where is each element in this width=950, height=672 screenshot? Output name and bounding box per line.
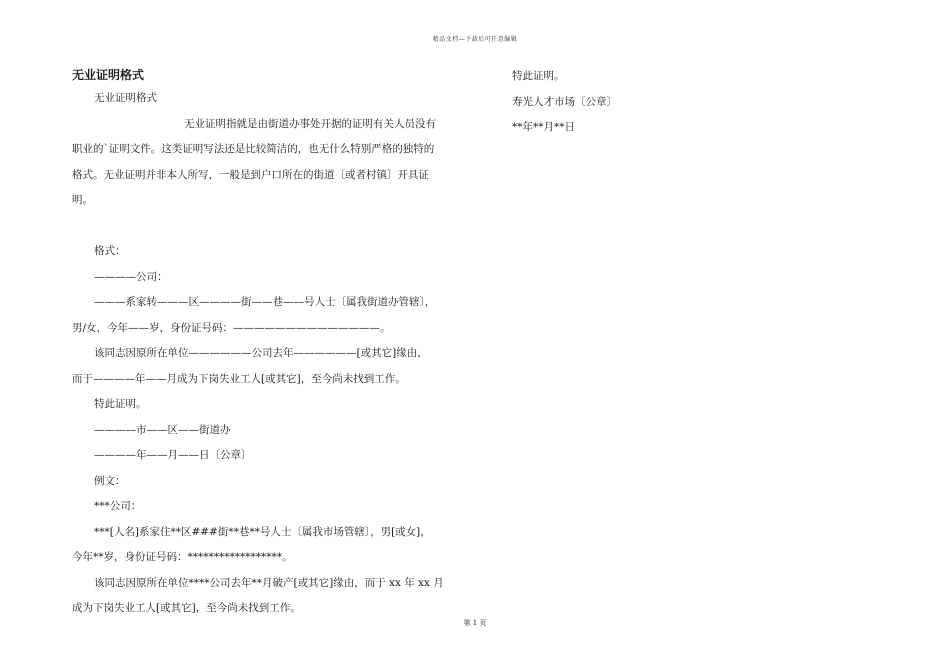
format-line: ————市——区——街道办 [94,423,231,436]
left-column [72,64,464,622]
example-line: ***[人名]系家住**区###街**巷**号人士〔属我市场管辖〕，男[或女]， [94,525,431,538]
document-subtitle: 无业证明格式 [94,92,157,104]
format-line: ————公司： [94,270,168,283]
format-line: 男/女，今年——岁，身份证号码：——————————————。 [72,321,391,334]
example-label: 例文： [94,474,126,487]
intro-line: 职业的`证明文件。这类证明写法还是比较简洁的，也无什么特别严格的独特的 [72,143,435,155]
format-line: 而于————年——月成为下岗失业工人[或其它]，至今尚未找到工作。 [72,372,406,385]
example-line: 该同志因原所在单位****公司去年**月破产[或其它]缘由，而于 xx 年 xx 月 [94,576,444,589]
example-line: 成为下岗失业工人[或其它]，至今尚未找到工作。 [72,602,301,614]
right-column [512,64,892,141]
intro-line: 明。 [72,194,93,206]
format-line: ————年——月——日〔公章〕 [94,449,252,461]
example-line: 今年**岁，身份证号码：******************。 [72,551,293,563]
page-header: 精品文档—下载后可任意编辑 [432,36,518,43]
format-line: 该同志因原所在单位——————公司去年——————[或其它]缘由， [94,347,428,359]
intro-line: 格式。无业证明并非本人所写，一般是到户口所在的街道〔或者村镇〕开具证 [72,168,429,181]
format-line: 特此证明。 [94,398,147,410]
date-line: **年**月**日 [512,121,575,133]
issuer-line: 寿光人才市场〔公章〕 [512,95,617,108]
closing-line: 特此证明。 [512,70,565,82]
format-line: ———系家转———区————街——巷——号人士〔属我街道办管辖〕， [94,296,436,308]
format-label: 格式： [94,245,126,257]
example-line: ***公司： [94,500,142,512]
paragraph-gap [72,214,464,240]
document-title: 无业证明格式 [72,68,145,82]
intro-line: 无业证明指就是由街道办事处开据的证明有关人员没有 [184,117,436,130]
page-number: 第 1 页 [463,619,487,627]
